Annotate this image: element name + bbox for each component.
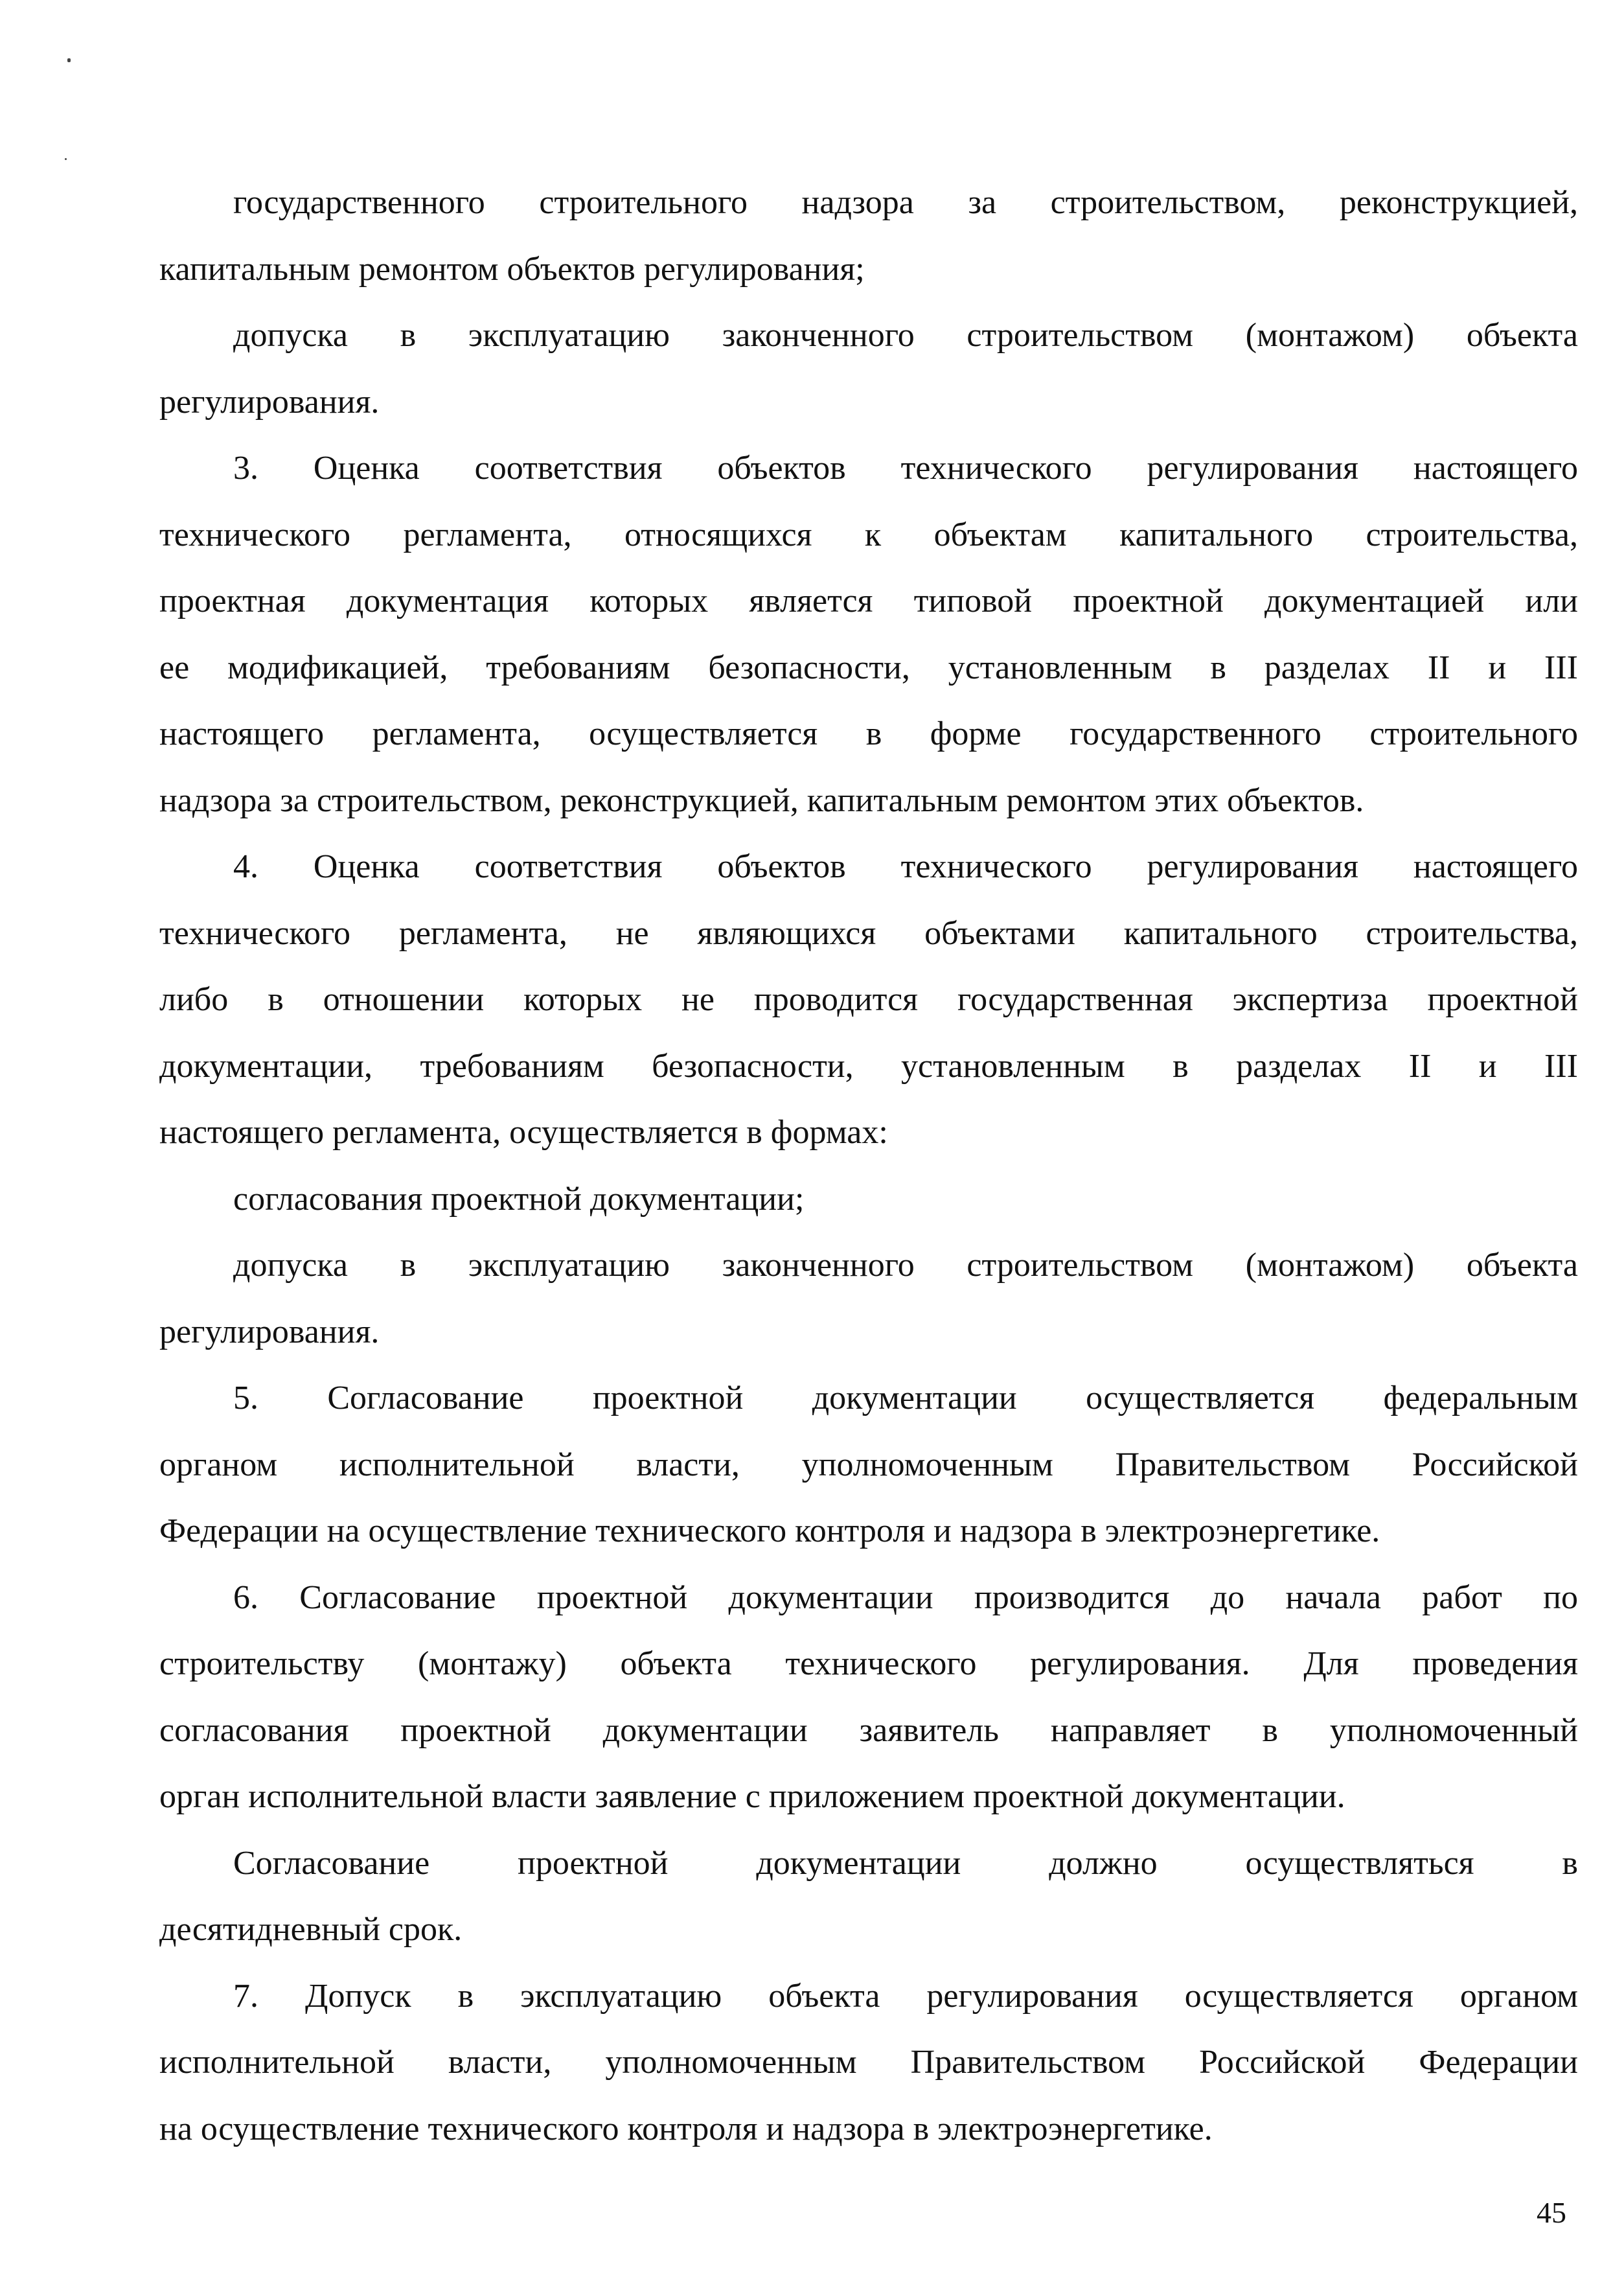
text-line: согласования проектной документации; (233, 1180, 805, 1218)
text-line: регулирования. (159, 383, 380, 421)
paragraph (159, 1365, 1578, 1565)
paragraph (159, 1565, 1578, 1831)
text-line: регулирования. (159, 1313, 380, 1350)
scan-speck (67, 58, 71, 62)
paragraph (159, 303, 1578, 435)
text-line: допуска в эксплуатацию законченного строительством (монтажом) объекта (233, 317, 1578, 354)
text-line: строительству (монтажу) объекта технического регулирования. Для проведения (159, 1645, 1578, 1682)
text-line: 7. Допуск в эксплуатацию объекта регулирования осуществляется органом (233, 1977, 1578, 2015)
text-line: орган исполнительной власти заявление с приложением проектной документации. (159, 1778, 1345, 1815)
text-line: либо в отношении которых не проводится государственная экспертиза проектной (159, 981, 1578, 1018)
paragraph (159, 1166, 1578, 1233)
text-line: допуска в эксплуатацию законченного строительством (монтажом) объекта (233, 1247, 1578, 1284)
text-line: 4. Оценка соответствия объектов технического регулирования настоящего (233, 848, 1578, 885)
text-line: 5. Согласование проектной документации осуществляется федеральным (233, 1380, 1578, 1416)
text-line: технического регламента, не являющихся объектами капитального строительства, (159, 914, 1578, 952)
scan-speck (65, 158, 67, 160)
text-line: Федерации на осуществление технического контроля и надзора в электроэнергетике. (159, 1512, 1380, 1549)
text-line: настоящего регламента, осуществляется в форме государственного строительного (159, 715, 1578, 752)
paragraph (159, 170, 1578, 303)
text-line: технического регламента, относящихся к объектам капитального строительства, (159, 516, 1578, 553)
document-body (159, 170, 1578, 2162)
text-line: согласования проектной документации заявитель направляет в уполномоченный (159, 1711, 1578, 1749)
text-line: исполнительной власти, уполномоченным Правительством Российской Федерации (159, 2044, 1578, 2081)
text-line: ее модификацией, требованиям безопасности, установленным в разделах II и III (159, 649, 1578, 686)
text-line: капитальным ремонтом объектов регулирования; (159, 250, 865, 288)
page-number: 45 (1537, 2196, 1566, 2229)
paragraph (159, 1232, 1578, 1365)
paragraph (159, 1831, 1578, 1963)
text-line: органом исполнительной власти, уполномоченным Правительством Российской (159, 1446, 1578, 1483)
text-line: десятидневный срок. (159, 1911, 463, 1948)
paragraph (159, 1963, 1578, 2163)
text-line: настоящего регламента, осуществляется в формах: (159, 1114, 888, 1151)
text-line: проектная документация которых является типовой проектной документацией или (159, 583, 1578, 619)
text-line: надзора за строительством, реконструкцией, капитальным ремонтом этих объектов. (159, 781, 1364, 819)
text-line: Согласование проектной документации должно осуществляться в (233, 1844, 1578, 1882)
paragraph (159, 435, 1578, 834)
text-line: 3. Оценка соответствия объектов технического регулирования настоящего (233, 450, 1578, 487)
text-line: документации, требованиям безопасности, установленным в разделах II и III (159, 1047, 1578, 1085)
text-line: на осуществление технического контроля и надзора в электроэнергетике. (159, 2110, 1213, 2147)
text-line: государственного строительного надзора за строительством, реконструкцией, (233, 184, 1578, 221)
text-line: 6. Согласование проектной документации производится до начала работ по (233, 1578, 1578, 1616)
paragraph (159, 834, 1578, 1166)
